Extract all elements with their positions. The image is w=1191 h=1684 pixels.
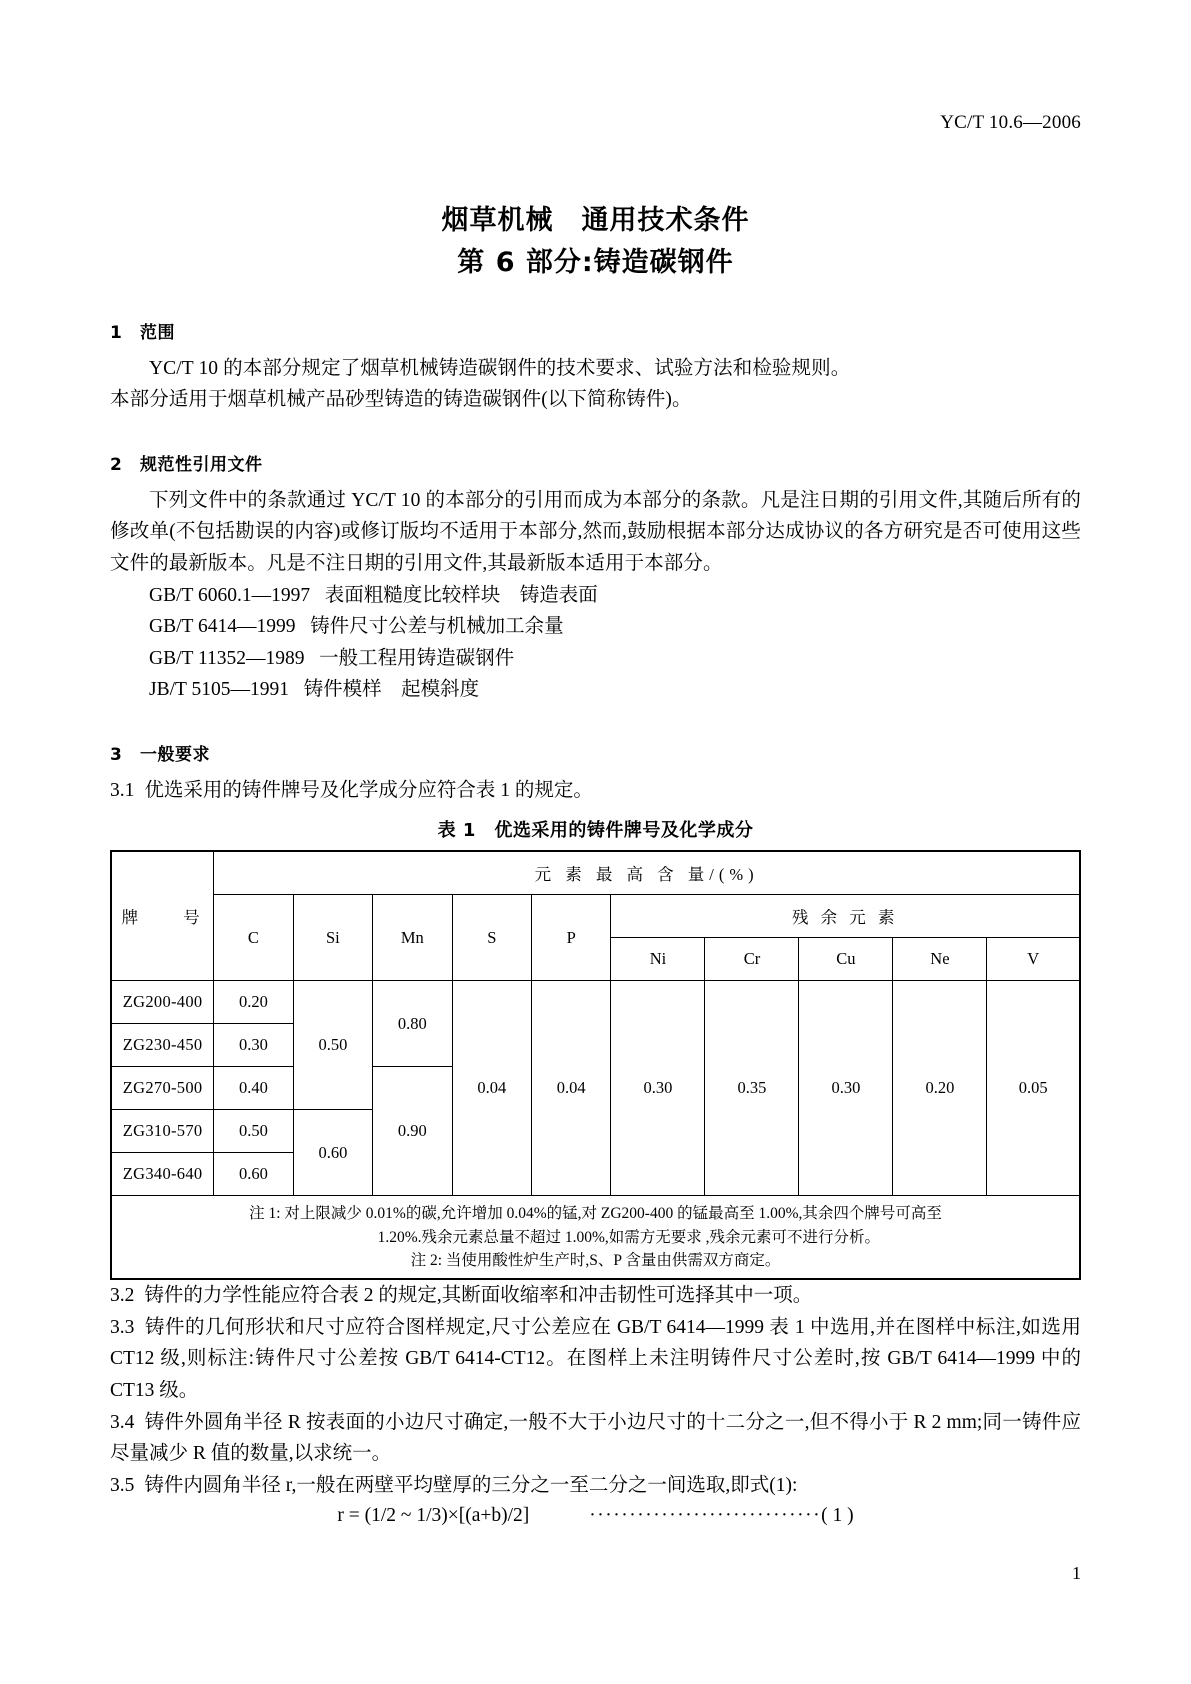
reference-code: GB/T 11352—1989 [149,647,305,669]
subclause-number: 3.1 [110,779,135,801]
reference-name: 表面粗糙度比较样块 铸造表面 [324,584,598,606]
note-1-line-2: 1.20%.残余元素总量不超过 1.00%,如需方无要求 ,残余元素可不进行分析。 [377,1228,881,1246]
subclause-3-5 [110,1470,1081,1502]
subclause-text: 铸件的几何形状和尺寸应符合图样规定,尺寸公差应在 GB/T 6414—1999 表 1 中选用,并在图样中标注,如选用 CT12 级,则标注:铸件尺寸公差按 GB/T 6414-CT12。在图样上未注明铸件尺寸公差时,按 GB/T 6414—1999 中的 CT13 级。 [110,1316,1081,1401]
subclause-3-2 [110,1280,1081,1312]
cell-Cr: 0.35 [705,981,799,1196]
reference-item [110,611,1081,643]
references-intro: 下列文件中的条款通过 YC/T 10 的本部分的引用而成为本部分的条款。凡是注日期的引用文件,其随后所有的修改单(不包括勘误的内容)或修订版均不适用于本部分,然而,鼓励根据本部分达成协议的各方研究是否可使用这些文件的最新版本。凡是不注日期的引用文件,其最新版本适用于本部分。 [110,489,1081,574]
cell-grade: ZG310-570 [111,1110,214,1153]
cell-Mn-group-2: 0.90 [373,1067,452,1196]
reference-item [110,580,1081,612]
cell-C: 0.30 [214,1024,293,1067]
formula-number: ( 1 ) [821,1505,854,1527]
header-col-P: P [532,895,611,981]
subclause-number: 3.3 [110,1316,135,1338]
subclause-number: 3.5 [110,1474,135,1496]
clause-heading-3 [110,740,1081,765]
table-notes [111,1196,1080,1279]
title-line-2: 第 6 部分:铸造碳钢件 [457,246,734,278]
note-1-line-1: 注 1: 对上限减少 0.01%的碳,允许增加 0.04%的锰,对 ZG200-400 的锰最高至 1.00%,其余四个牌号可高至 [249,1205,942,1223]
clause-heading-1 [110,318,1081,343]
cell-grade: ZG340-640 [111,1153,214,1196]
cell-grade: ZG270-500 [111,1067,214,1110]
standard-code: YC/T 10.6—2006 [940,112,1081,133]
running-header [940,112,1081,134]
header-residual-elements: 残 余 元 素 [611,895,1080,938]
header-grade: 牌 号 [111,851,214,981]
page-number: 1 [1072,1563,1081,1583]
table-1-caption: 表 1 优选采用的铸件牌号及化学成分 [437,820,754,842]
header-col-Cr: Cr [705,938,799,981]
cell-Si-group-1: 0.50 [293,981,372,1110]
cell-Ne: 0.20 [893,981,987,1196]
formula-expression: r = (1/2 ~ 1/3)×[(a+b)/2] [337,1505,530,1527]
reference-name: 一般工程用铸造碳钢件 [319,647,515,669]
page-title [110,200,1081,284]
subclause-text: 铸件内圆角半径 r,一般在两壁平均壁厚的三分之一至二分之一间选取,即式(1): [144,1474,798,1496]
header-col-C: C [214,895,293,981]
note-2: 注 2: 当使用酸性炉生产时,S、P 含量由供需双方商定。 [410,1251,781,1269]
reference-item [110,674,1081,706]
table-row [111,981,1080,1024]
cell-Ni: 0.30 [611,981,705,1196]
clause-number-1: 1 [110,322,123,343]
reference-code: GB/T 6414—1999 [149,616,296,638]
header-col-Ne: Ne [893,938,987,981]
cell-P: 0.04 [532,981,611,1196]
clause-title-3: 一般要求 [140,744,210,765]
reference-name: 铸件模样 起模斜度 [303,679,480,701]
subclause-number: 3.2 [110,1285,135,1307]
cell-grade: ZG200-400 [111,981,214,1024]
cell-C: 0.40 [214,1067,293,1110]
reference-item [110,643,1081,675]
clause-title-1: 范围 [140,322,175,343]
reference-name: 铸件尺寸公差与机械加工余量 [310,616,564,638]
scope-paragraph-2: 本部分适用于烟草机械产品砂型铸造的铸造碳钢件(以下简称铸件)。 [110,389,692,411]
subclause-3-4 [110,1407,1081,1470]
header-col-V: V [987,938,1080,981]
formula-row [110,1505,1081,1527]
header-col-Cu: Cu [799,938,893,981]
clause-title-2: 规范性引用文件 [140,454,263,475]
header-col-Ni: Ni [611,938,705,981]
table-chemical-composition [110,850,1081,1280]
header-col-S: S [452,895,531,981]
scope-paragraph-1: YC/T 10 的本部分规定了烟草机械铸造碳钢件的技术要求、试验方法和检验规则。 [149,357,851,379]
clause-number-2: 2 [110,454,123,475]
cell-Mn-group-1: 0.80 [373,981,452,1067]
cell-Si-group-2: 0.60 [293,1110,372,1196]
cell-Cu: 0.30 [799,981,893,1196]
reference-code: JB/T 5105—1991 [149,679,289,701]
table-header-row-1 [111,851,1080,895]
cell-C: 0.60 [214,1153,293,1196]
cell-C: 0.20 [214,981,293,1024]
cell-C: 0.50 [214,1110,293,1153]
subclause-text: 铸件的力学性能应符合表 2 的规定,其断面收缩率和冲击韧性可选择其中一项。 [144,1285,813,1307]
header-element-max: 元 素 最 高 含 量/(%) [214,851,1080,895]
formula-leader-dots: ····························· [589,1505,822,1527]
subclause-3-1 [110,775,1081,807]
reference-code: GB/T 6060.1—1997 [149,584,311,606]
cell-S: 0.04 [452,981,531,1196]
header-col-Mn: Mn [373,895,452,981]
table-notes-row [111,1196,1080,1279]
clause-number-3: 3 [110,744,123,765]
header-col-Si: Si [293,895,372,981]
table-header-row-2 [111,895,1080,938]
subclause-number: 3.4 [110,1411,135,1433]
clause-heading-2 [110,450,1081,475]
subclause-text: 铸件外圆角半径 R 按表面的小边尺寸确定,一般不大于小边尺寸的十二分之一,但不得小于 R 2 mm;同一铸件应尽量减少 R 值的数量,以求统一。 [110,1411,1081,1465]
subclause-3-3 [110,1312,1081,1407]
title-line-1: 烟草机械 通用技术条件 [441,205,750,236]
cell-grade: ZG230-450 [111,1024,214,1067]
subclause-text: 优选采用的铸件牌号及化学成分应符合表 1 的规定。 [144,779,593,801]
cell-V: 0.05 [987,981,1080,1196]
